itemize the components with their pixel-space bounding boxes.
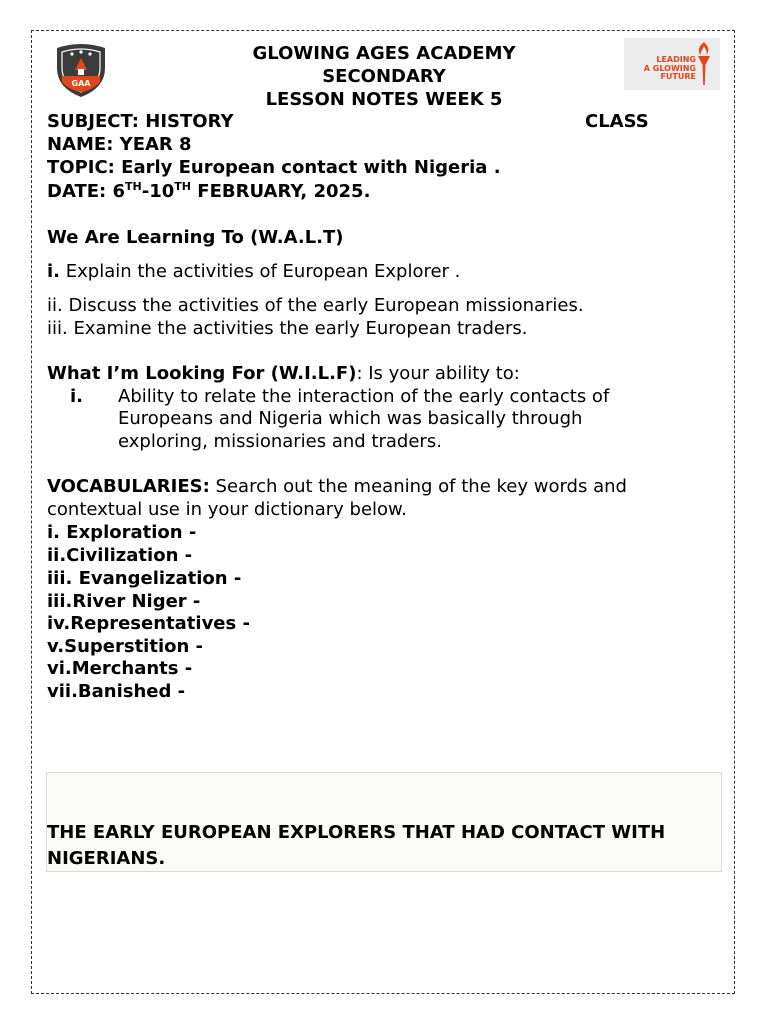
document-header xyxy=(120,42,648,111)
vocab-item: ii.Civilization - xyxy=(47,545,193,566)
wilf-item-line-1: Ability to relate the interaction of the early contacts of xyxy=(118,386,610,407)
name-line: NAME: YEAR 8 xyxy=(47,134,192,155)
tagline-text: LEADING A GLOWING FUTURE xyxy=(643,55,696,81)
topic-line: TOPIC: Early European contact with Nigeria . xyxy=(47,157,501,178)
school-section: SECONDARY xyxy=(322,66,446,87)
vocab-heading: VOCABULARIES: Search out the meaning of the key words and xyxy=(47,476,627,497)
vocab-item: v.Superstition - xyxy=(47,636,204,657)
walt-item-3: iii. Examine the activities the early European traders. xyxy=(47,318,528,339)
walt-item-1: i. Explain the activities of European Explorer . xyxy=(47,261,461,282)
wilf-item-line-2: Europeans and Nigeria which was basically through xyxy=(118,408,583,429)
walt-heading: We Are Learning To (W.A.L.T) xyxy=(47,227,344,248)
section-title: THE EARLY EUROPEAN EXPLORERS THAT HAD CONTACT WITH NIGERIANS. xyxy=(47,822,666,869)
class-label: CLASS xyxy=(585,111,649,132)
vocab-item: iii.River Niger - xyxy=(47,591,201,612)
vocab-item: vii.Banished - xyxy=(47,681,186,702)
wilf-heading: What I’m Looking For (W.I.L.F): Is your ability to: xyxy=(47,363,520,384)
wilf-item-number: i. xyxy=(70,386,84,407)
subject-line: SUBJECT: HISTORY xyxy=(47,111,234,132)
torch-icon xyxy=(694,41,714,87)
school-crest-logo xyxy=(53,42,109,98)
notes-title: LESSON NOTES WEEK 5 xyxy=(265,89,503,110)
vocab-item: i. Exploration - xyxy=(47,522,197,543)
crest-text: GAA xyxy=(71,79,91,88)
school-name: GLOWING AGES ACADEMY xyxy=(252,43,516,64)
walt-item-2: ii. Discuss the activities of the early European missionaries. xyxy=(47,295,584,316)
wilf-item-line-3: exploring, missionaries and traders. xyxy=(118,431,442,452)
vocab-instruction: contextual use in your dictionary below. xyxy=(47,499,407,520)
date-line: DATE: 6TH-10TH FEBRUARY, 2025. xyxy=(47,180,371,202)
vocab-item: iii. Evangelization - xyxy=(47,568,242,589)
vocab-item: iv.Representatives - xyxy=(47,613,250,634)
vocab-item: vi.Merchants - xyxy=(47,658,193,679)
